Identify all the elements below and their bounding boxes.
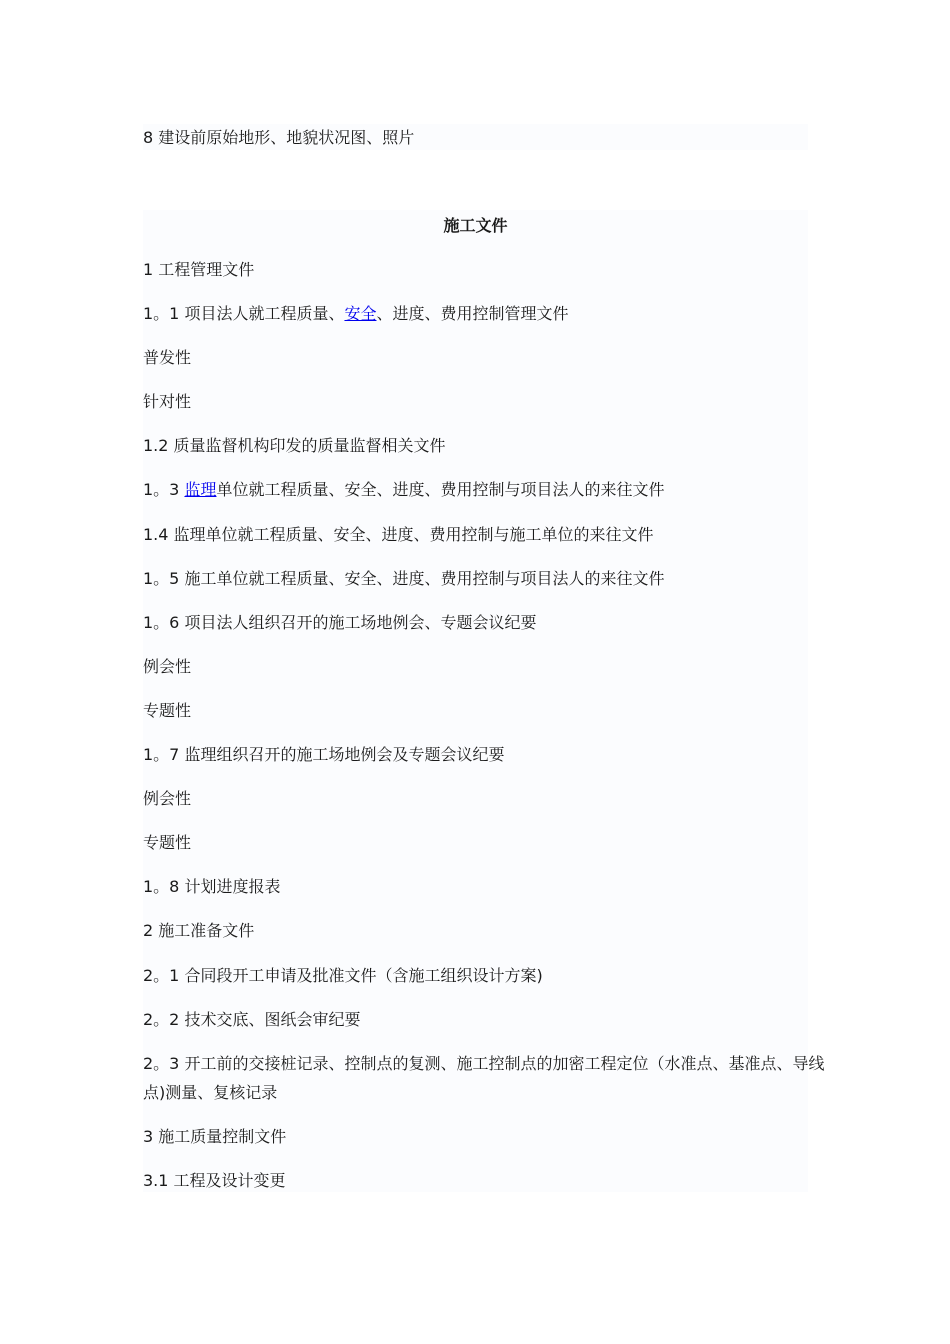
safety-link[interactable]: 安全	[344, 304, 377, 324]
document-list	[143, 255, 843, 1210]
list-item: 针对性	[143, 392, 192, 412]
supervision-link[interactable]: 监理	[184, 480, 217, 500]
list-item: 1.2 质量监督机构印发的质量监督相关文件	[143, 436, 446, 456]
list-item: 例会性	[143, 789, 192, 809]
list-item: 1。1 项目法人就工程质量、安全、进度、费用控制管理文件	[143, 304, 569, 324]
list-item: 1。6 项目法人组织召开的施工场地例会、专题会议纪要	[143, 612, 537, 632]
list-item: 普发性	[143, 348, 192, 368]
list-item: 2。3 开工前的交接桩记录、控制点的复测、施工控制点的加密工程定位（水准点、基准点、导线点)测量、复核记录	[143, 1053, 825, 1102]
list-item: 1。5 施工单位就工程质量、安全、进度、费用控制与项目法人的来往文件	[143, 568, 665, 588]
list-item: 1 工程管理文件	[143, 260, 255, 279]
top-item: 8 建设前原始地形、地貌状况图、照片	[143, 128, 415, 147]
list-item: 1.4 监理单位就工程质量、安全、进度、费用控制与施工单位的来往文件	[143, 524, 654, 544]
list-item: 1。8 计划进度报表	[143, 877, 281, 897]
list-item: 2 施工准备文件	[143, 921, 255, 941]
list-item: 例会性	[143, 656, 192, 676]
list-item: 3.1 工程及设计变更	[143, 1170, 286, 1190]
list-item: 1。7 监理组织召开的施工场地例会及专题会议纪要	[143, 745, 505, 765]
list-item: 2。1 合同段开工申请及批准文件（含施工组织设计方案)	[143, 965, 543, 985]
list-item: 专题性	[143, 833, 192, 853]
list-item: 专题性	[143, 700, 192, 720]
list-item: 1。3 监理单位就工程质量、安全、进度、费用控制与项目法人的来往文件	[143, 480, 665, 500]
list-item: 3 施工质量控制文件	[143, 1126, 287, 1146]
section-heading: 施工文件	[443, 216, 508, 235]
list-item: 2。2 技术交底、图纸会审纪要	[143, 1009, 361, 1029]
